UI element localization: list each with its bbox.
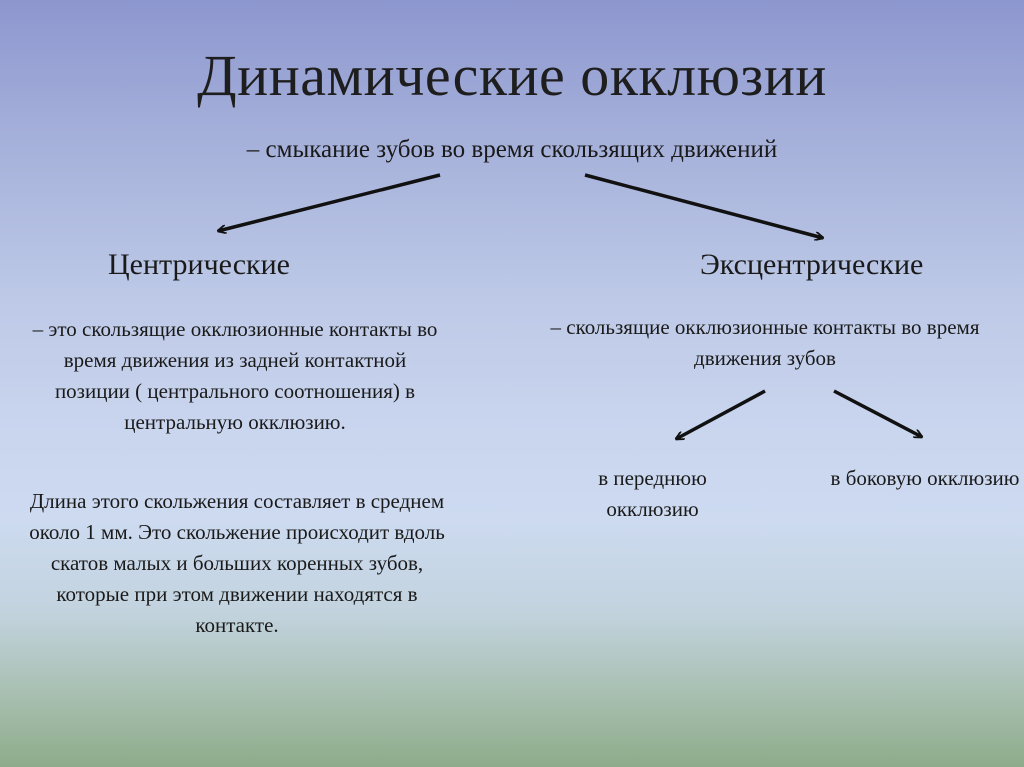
arrow-to-centric [218,175,440,231]
title-definition: – смыкание зубов во время скользящих движений [246,136,778,163]
branch-front-occlusion: в переднюю окклюзию [598,466,707,521]
centric-note: Длина этого скольжения составляет в среднем около 1 мм. Это скольжение происходит вдоль скатов малых и больших коренных зубов, которые при этом движении находятся в контакте. [29,489,445,637]
page-title: Динамические окклюзии [197,43,827,108]
arrow-to-side [834,391,922,437]
centric-heading: Центрические [108,248,290,281]
arrow-to-front [676,391,765,439]
branch-side-occlusion: в боковую окклюзию [830,466,1020,490]
eccentric-heading: Эксцентрические [700,248,924,281]
centric-definition: – это скользящие окклюзионные контакты во время движения из задней контактной позиции ( центрального соотношения) в центральную окклюзию. [32,317,438,434]
eccentric-definition: – скользящие окклюзионные контакты во время движения зубов [550,315,980,370]
arrow-to-eccentric [585,175,823,238]
